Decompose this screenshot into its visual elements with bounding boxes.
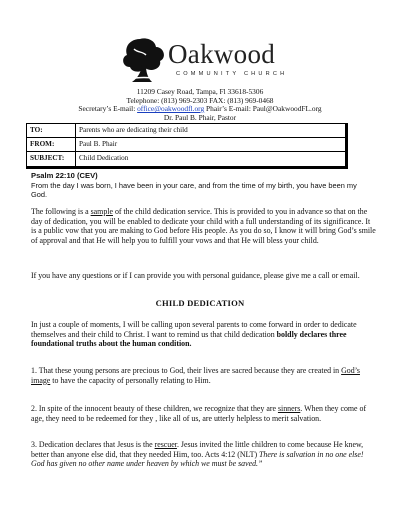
memo-subject-label: SUBJECT: [30,154,65,162]
psalm-reference: Psalm 22:10 (CEV) [31,171,98,180]
dedication-intro-bold: boldly declares three foundational truths about the human condition. [31,329,347,348]
memo-to-label: TO: [30,126,43,134]
truth-1-underlined: God’s image [31,366,360,385]
truth-3-text-b: . Jesus invited the little children to come because He knew, better than anyone else did, that they needed Him, too. Acts 4:12 (NLT) [31,440,364,459]
memo-subject-value: Child Dedication [79,154,129,162]
truth-3-paragraph [31,440,376,469]
truth-3-underlined: rescuer [154,440,177,449]
address-line: 11209 Casey Road, Tampa, Fl 33618-5306 [136,87,264,96]
truth-2-text-a: 2. In spite of the innocent beauty of these children, we recognize that they are [31,404,278,413]
logo-subtitle: COMMUNITY CHURCH [176,71,288,77]
phair-email: Paul@OakwoodFL.org [252,104,322,113]
church-logo [118,35,293,87]
memo-table [26,123,348,169]
psalm-text: From the day I was born, I have been in your care, and from the time of my birth, you have been my God. [31,181,357,200]
memo-row-to [27,124,345,138]
oak-tree-icon [118,35,170,85]
memo-from-label: FROM: [30,140,55,148]
truth-3-italic-quote: There is salvation in no one else! God has given no other name under heaven by which we must be saved.” [31,449,364,468]
pastor-line: Dr. Paul B. Phair, Pastor [163,112,237,122]
memo-from-value: Paul B. Phair [79,140,118,148]
truth-1-text-a: 1. That these young persons are precious to God, their lives are sacred because they are created in [31,366,342,375]
dedication-intro-text: In just a couple of moments, I will be calling upon several parents to come forward in order to dedicate themselves and their child to Christ. I want to remind us that child dedication [31,320,357,339]
logo-wordmark: Oakwood [168,39,276,69]
truth-1-paragraph [31,366,376,385]
intro-underlined: sample [90,207,113,216]
section-heading: CHILD DEDICATION [155,298,245,308]
intro-paragraph [31,207,376,245]
intro-text-a: The following is a [31,207,91,216]
secretary-email-link[interactable]: office@oakwoodfl.org [137,104,205,113]
phair-email-label: Phair’s E-mail: [204,104,253,113]
questions-paragraph: If you have any questions or if I can provide you with personal guidance, please give me a call or email. [31,271,360,280]
memo-row-subject [27,152,345,165]
truth-2-text-b: . When they come of age, they need to be redeemed for they , like all of us, are utterly helpless to merit salvation. [31,404,367,423]
memo-row-from [27,138,345,152]
intro-text-b: of the child dedication service. This is provided to you in advance so that on the day of dedication, you will be enabled to dedicate your child with a full understanding of its significance. It is a public vow that you are making to God before His people. As you do so, I know it will bring God’s smile of approval and that He will help you to fulfill your vows and that He will bless your child. [31,207,376,245]
truth-1-text-b: to have the capacity of personally relating to Him. [50,375,211,385]
phone-line: Telephone: (813) 969-2303 FAX: (813) 969-0468 [126,95,274,105]
truth-2-underlined: sinners [277,404,301,413]
memo-to-value: Parents who are dedicating their child [79,126,188,134]
secretary-email-label: Secretary’s E-mail: [78,104,138,113]
dedication-intro-paragraph [31,320,376,349]
truth-2-paragraph [31,404,376,423]
truth-3-text-a: 3. Dedication declares that Jesus is the [31,440,155,449]
